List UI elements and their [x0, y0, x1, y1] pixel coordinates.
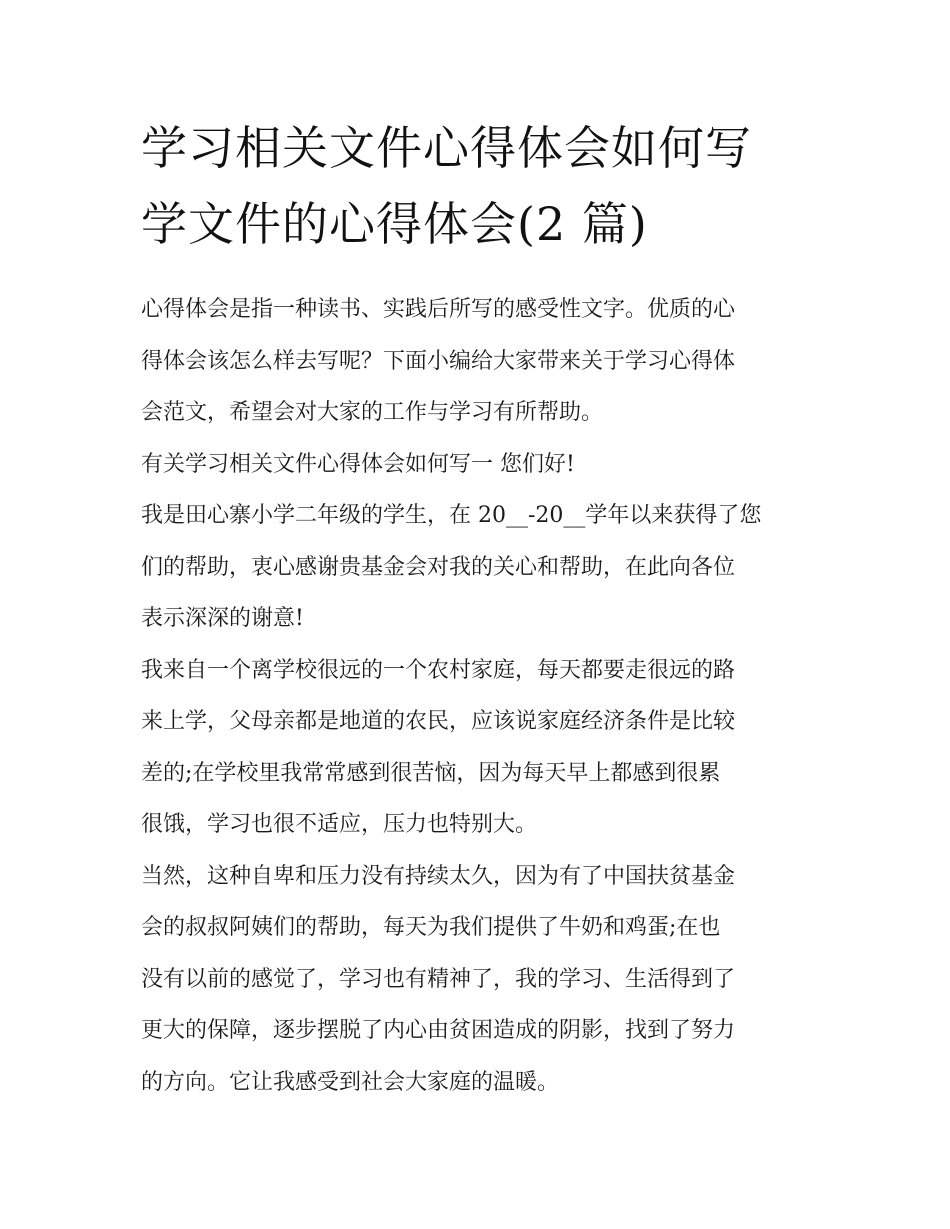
- text-line: 心得体会是指一种读书、实践后所写的感受性文字。优质的心: [141, 297, 736, 322]
- document-title: [141, 110, 813, 262]
- text-line: 我来自一个离学校很远的一个农村家庭，每天都要走很远的路: [141, 657, 736, 683]
- document-page: [141, 110, 813, 1108]
- text-line: 的方向。它让我感受到社会大家庭的温暖。: [141, 1069, 560, 1095]
- text-line: 得体会该怎么样去写呢？下面小编给大家带来关于学习心得体: [141, 348, 736, 374]
- text-line: 会的叔叔阿姨们的帮助，每天为我们提供了牛奶和鸡蛋;在也: [141, 915, 721, 940]
- text-line: 表示深深的谢意!: [141, 606, 304, 631]
- title-line: 学文件的心得体会(2 篇): [141, 197, 648, 251]
- text-line: 差的;在学校里我常常感到很苦恼，因为每天早上都感到很累: [141, 760, 721, 786]
- paragraph-intro: [141, 284, 813, 439]
- paragraph-self-introduction: [141, 490, 813, 645]
- text-line: 更大的保障，逐步摆脱了内心由贫困造成的阴影，找到了努力: [141, 1018, 736, 1043]
- text-line: 没有以前的感觉了，学习也有精神了，我的学习、生活得到了: [141, 966, 736, 992]
- text-line: 当然，这种自卑和压力没有持续太久，因为有了中国扶贫基金: [141, 863, 736, 889]
- paragraph-family-background: [141, 645, 813, 851]
- title-line: 学习相关文件心得体会如何写: [141, 121, 752, 175]
- text-line: 们的帮助，衷心感谢贵基金会对我的关心和帮助，在此向各位: [141, 554, 736, 580]
- text-line: 很饿，学习也很不适应，压力也特别大。: [141, 812, 538, 837]
- paragraph-gratitude: [141, 851, 813, 1109]
- text-line: 来上学，父母亲都是地道的农民，应该说家庭经济条件是比较: [141, 709, 736, 734]
- text-line: 有关学习相关文件心得体会如何写一 您们好!: [141, 451, 575, 477]
- text-line: 会范文，希望会对大家的工作与学习有所帮助。: [141, 400, 604, 425]
- paragraph-greeting: [141, 439, 813, 491]
- text-line: 我是田心寨小学二年级的学生，在 20__-20__学年以来获得了您: [141, 503, 762, 528]
- document-body: [141, 284, 813, 1108]
